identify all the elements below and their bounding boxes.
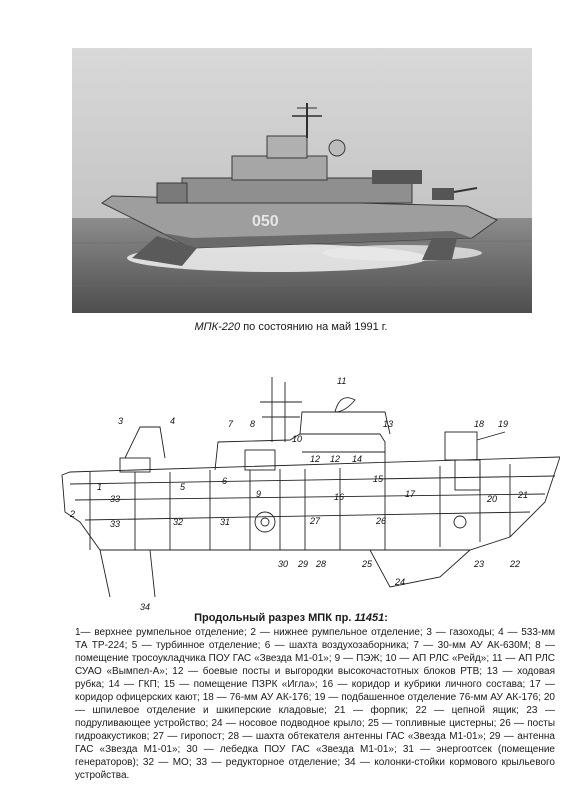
photo-caption-date: по состоянию на май 1991 г.: [240, 321, 388, 333]
callout-27: 27: [310, 516, 321, 526]
section-legend: 1— верхнее румпельное отделение; 2 — нижнее румпельное отделение; 3 — газоходы; 4 — 533-мм ТА ТР-224; 5 — турбинное отделение; 6 — шахта воздухозаборника; 7 — 30-мм АУ АК-630М; 8 — помещение тросоукладчика ПОУ ГАС «Звезда М1-01»; 9 — ПЭЖ; 10 — АП РЛС «Рейд»; 11 — АП РЛС СУАО «Вымпел-А»; 12 — боевые посты и выгородки высокочастотных блоков РТВ; 13 — ходовая рубка; 14 — ГКП; 15 — помещение ПЗРК «Игла»; 16 — коридор и кубрики личного состава; 17 — коридор офицерских кают; 18 — 76-мм АУ АК-176; 19 — подбашенное отделение 76-мм АУ АК-176; 20 — шпилевое отделение и шкиперские кладовые; 21 — форпик; 22 — цепной ящик; 23 — подруливающее устройство; 24 — носовое подводное крыло; 25 — топливные цистерны; 26 — посты гидроакустиков; 27 — гиропост; 28 — шахта обтекателя антенны ГАС «Звезда М1-01»; 29 — антенна ГАС «Звезда М1-01»; 30 — лебедка ПОУ ГАС «Звезда М1-01»; 31 — энергоотсек (помещение генераторов); 32 — МО; 33 — редукторное отделение; 34 — колонки-стойки кормового крыльевого устройства.: [75, 627, 555, 781]
callout-29: 29: [298, 559, 309, 569]
section-svg: [40, 372, 560, 612]
ship-photo-illustration: [72, 48, 532, 313]
section-title: [0, 612, 582, 624]
callout-12b: 12: [330, 454, 341, 464]
callout-12a: 12: [310, 454, 321, 464]
callout-8: 8: [250, 419, 256, 429]
callout-31: 31: [220, 517, 231, 527]
callout-18: 18: [474, 419, 485, 429]
callout-17: 17: [405, 489, 416, 499]
photo-caption: [0, 321, 582, 333]
callout-7: 7: [228, 419, 234, 429]
callout-6: 6: [222, 476, 228, 486]
callout-1: 1: [97, 482, 103, 492]
hull-number: 050: [252, 213, 279, 230]
callout-2: 2: [70, 509, 76, 519]
callout-28: 28: [316, 559, 327, 569]
callout-32: 32: [173, 517, 184, 527]
callout-14: 14: [352, 454, 363, 464]
callout-10: 10: [292, 434, 303, 444]
callout-15: 15: [373, 474, 384, 484]
callout-24: 24: [395, 577, 406, 587]
callout-9: 9: [256, 489, 262, 499]
callout-4: 4: [170, 416, 176, 426]
longitudinal-section-drawing: [40, 372, 560, 612]
section-title-suffix: :: [384, 612, 388, 624]
section-title-prefix: Продольный разрез МПК пр.: [194, 612, 355, 624]
callout-19: 19: [498, 419, 509, 429]
callout-30: 30: [278, 559, 289, 569]
callout-22: 22: [510, 559, 521, 569]
callout-33a: 33: [110, 494, 121, 504]
callout-26: 26: [376, 516, 387, 526]
ship-photo: [72, 48, 532, 313]
callout-3: 3: [118, 416, 124, 426]
callout-34: 34: [140, 602, 151, 612]
callout-23: 23: [474, 559, 485, 569]
callout-33b: 33: [110, 519, 121, 529]
callout-5: 5: [180, 482, 186, 492]
callout-25: 25: [362, 559, 373, 569]
callout-labels: [69, 376, 528, 612]
section-title-project: 11451: [354, 612, 385, 624]
callout-21: 21: [518, 490, 529, 500]
photo-caption-ship: МПК-220: [194, 321, 241, 333]
callout-11: 11: [337, 376, 347, 386]
callout-20: 20: [487, 494, 498, 504]
callout-13: 13: [383, 419, 394, 429]
callout-16: 16: [334, 492, 345, 502]
